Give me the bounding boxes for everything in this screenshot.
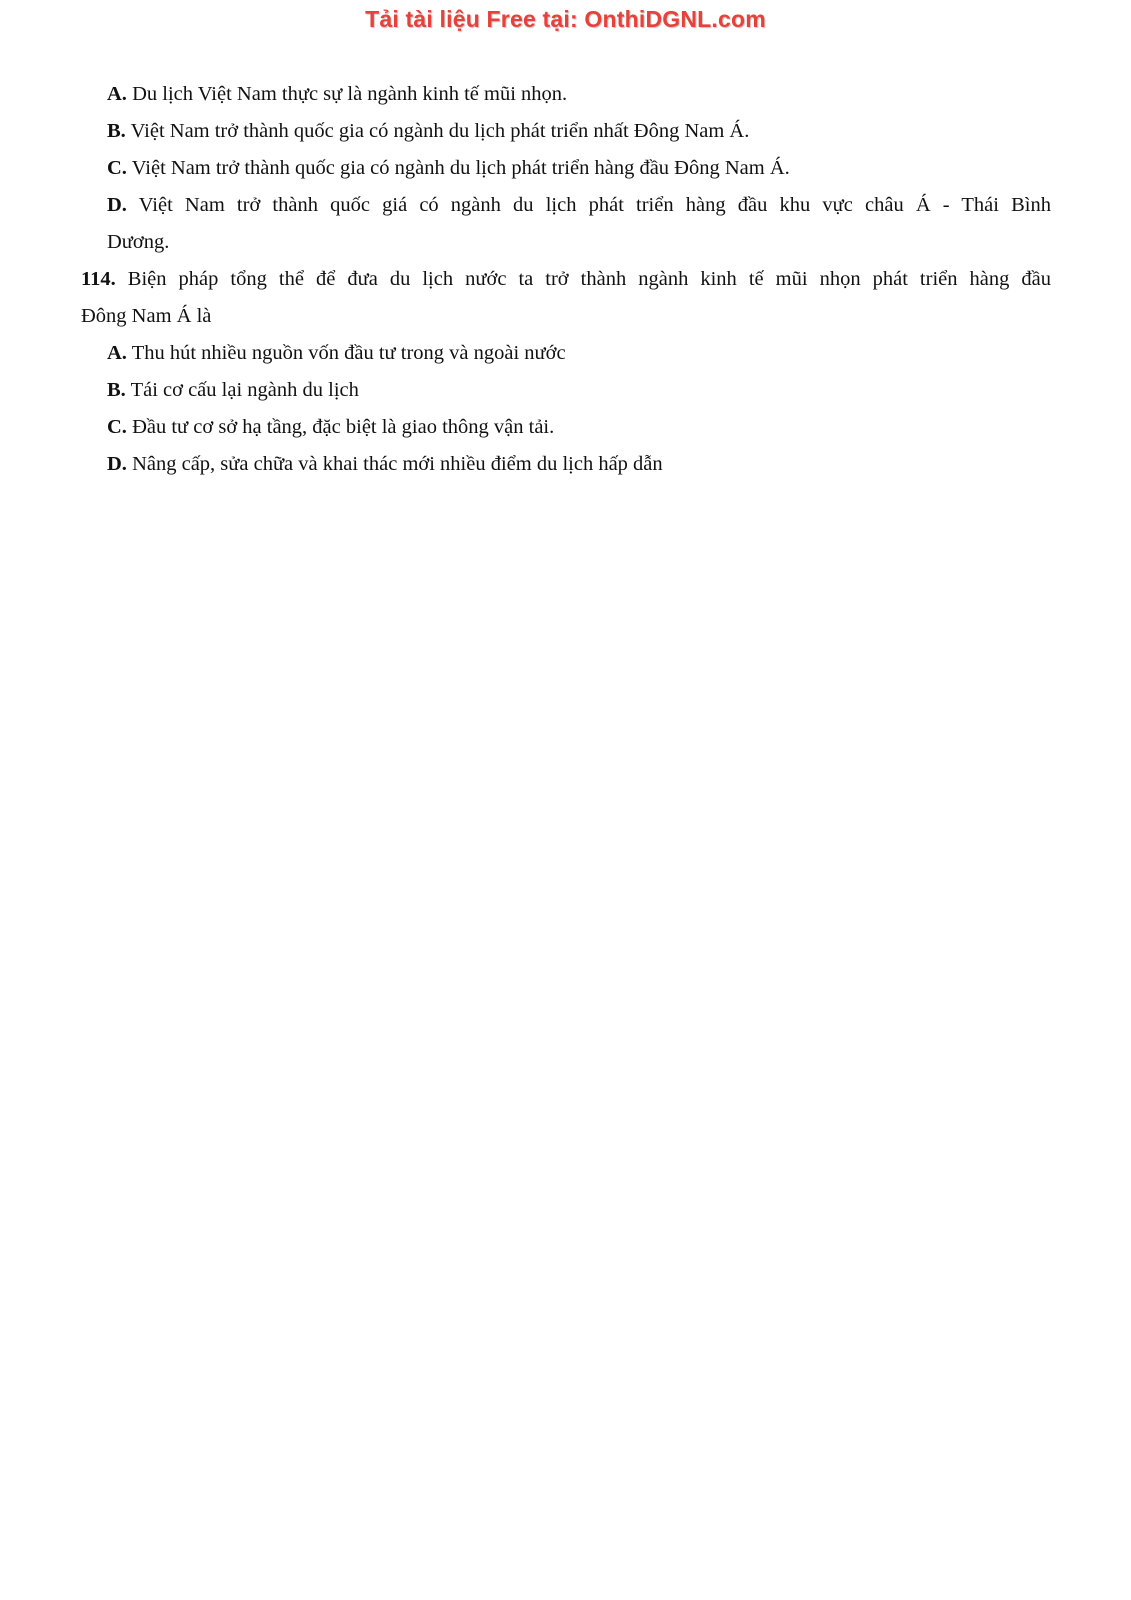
option-letter: D. bbox=[107, 194, 127, 216]
prev-option-c bbox=[81, 150, 1051, 187]
option-text: Việt Nam trở thành quốc gia có ngành du lịch phát triển nhất Đông Nam Á. bbox=[130, 120, 750, 142]
option-text: Đầu tư cơ sở hạ tầng, đặc biệt là giao thông vận tải. bbox=[132, 416, 555, 438]
question-114 bbox=[81, 261, 1051, 335]
option-text: Tái cơ cấu lại ngành du lịch bbox=[130, 379, 359, 401]
option-text: Việt Nam trở thành quốc gia có ngành du lịch phát triển hàng đầu Đông Nam Á. bbox=[131, 157, 790, 179]
option-text: Thu hút nhiều nguồn vốn đầu tư trong và ngoài nước bbox=[131, 342, 566, 364]
option-text: Du lịch Việt Nam thực sự là ngành kinh tế mũi nhọn. bbox=[132, 83, 568, 105]
option-text: Việt Nam trở thành quốc giá có ngành du lịch phát triển hàng đầu khu vực châu Á - Thái Bình bbox=[138, 194, 1051, 216]
header-banner: Tải tài liệu Free tại: OnthiDGNL.com bbox=[365, 6, 766, 32]
question-text-continued: Đông Nam Á là bbox=[81, 305, 212, 327]
prev-option-b bbox=[81, 113, 1051, 150]
question-number: 114. bbox=[81, 268, 116, 290]
option-letter: B. bbox=[107, 120, 126, 142]
option-text-continued: Dương. bbox=[107, 231, 170, 253]
prev-option-d bbox=[81, 187, 1051, 261]
question-line bbox=[81, 261, 1051, 298]
option-letter: C. bbox=[107, 157, 127, 179]
question-text: Biện pháp tổng thể để đưa du lịch nước ta trở thành ngành kinh tế mũi nhọn phát triển hàng đầu bbox=[127, 268, 1051, 290]
q114-option-c bbox=[81, 409, 1051, 446]
option-letter: A. bbox=[107, 83, 127, 105]
option-letter: B. bbox=[107, 379, 126, 401]
option-line bbox=[107, 187, 1051, 224]
option-letter: C. bbox=[107, 416, 127, 438]
option-text: Nâng cấp, sửa chữa và khai thác mới nhiều điểm du lịch hấp dẫn bbox=[132, 453, 663, 475]
q114-option-a bbox=[81, 335, 1051, 372]
option-letter: D. bbox=[107, 453, 127, 475]
q114-option-b bbox=[81, 372, 1051, 409]
q114-option-d bbox=[81, 446, 1051, 483]
option-letter: A. bbox=[107, 342, 127, 364]
document-body bbox=[81, 76, 1051, 483]
prev-option-a bbox=[81, 76, 1051, 113]
